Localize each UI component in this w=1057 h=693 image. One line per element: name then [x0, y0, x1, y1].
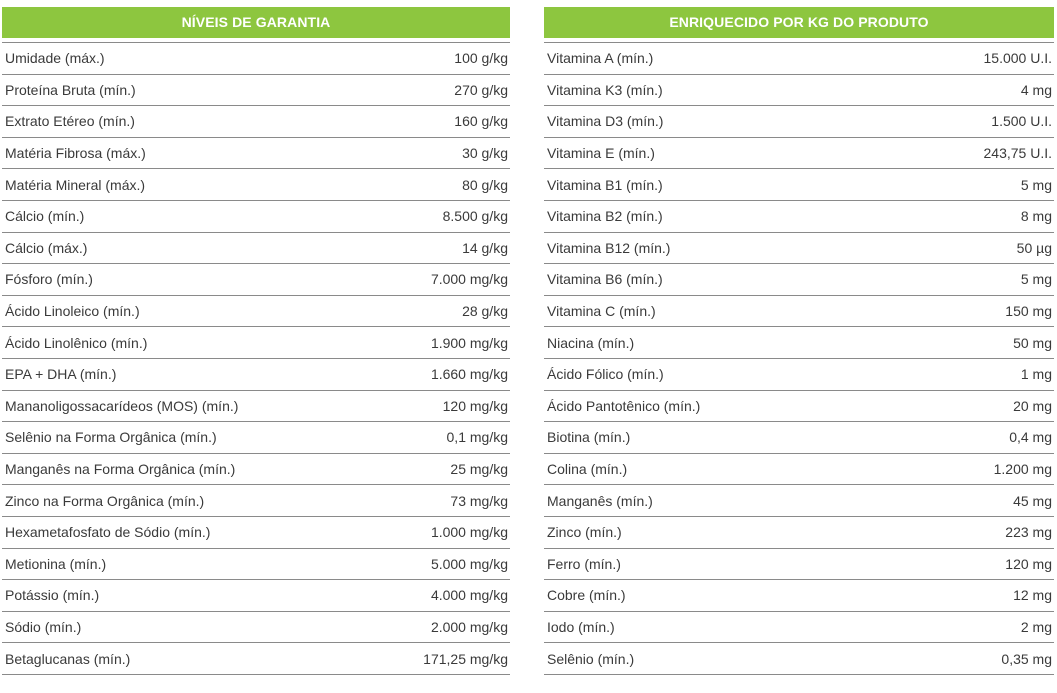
row-label: Potássio (mín.): [5, 587, 100, 604]
row-label: Ácido Pantotênico (mín.): [547, 397, 701, 414]
table-row: [2, 169, 510, 201]
table-row: [2, 612, 510, 644]
row-value: 20 mg: [1013, 397, 1052, 414]
row-label: Vitamina B2 (mín.): [547, 208, 663, 225]
table-row: [2, 517, 510, 549]
row-value: 1.000 mg/kg: [430, 524, 508, 541]
row-value: 50 mg: [1013, 334, 1052, 351]
table-row: [544, 643, 1054, 675]
guarantee-table: [2, 7, 510, 675]
row-value: 120 mg/kg: [442, 397, 508, 414]
table-row: [2, 201, 510, 233]
row-label: Selênio (mín.): [547, 650, 635, 667]
row-label: Vitamina B6 (mín.): [547, 271, 663, 288]
row-value: 171,25 mg/kg: [423, 650, 508, 667]
table-row: [544, 580, 1054, 612]
row-value: 160 g/kg: [454, 113, 508, 130]
table-row: [2, 485, 510, 517]
row-value: 15.000 U.I.: [983, 50, 1052, 67]
table-row: [544, 359, 1054, 391]
row-label: Matéria Fibrosa (máx.): [5, 145, 146, 162]
row-value: 7.000 mg/kg: [430, 271, 508, 288]
table-row: [2, 549, 510, 581]
table-row: [544, 296, 1054, 328]
row-value: 14 g/kg: [462, 239, 508, 256]
row-label: Cálcio (máx.): [5, 239, 88, 256]
table-row: [2, 106, 510, 138]
row-label: Iodo (mín.): [547, 618, 615, 635]
table-row: [544, 327, 1054, 359]
table-row: [2, 327, 510, 359]
row-label: Umidade (máx.): [5, 50, 105, 67]
row-label: Manganês (mín.): [547, 492, 653, 509]
table-row: [2, 580, 510, 612]
row-label: Vitamina B1 (mín.): [547, 176, 663, 193]
table-row: [544, 454, 1054, 486]
row-label: Matéria Mineral (máx.): [5, 176, 146, 193]
row-label: Vitamina B12 (mín.): [547, 239, 671, 256]
row-label: Zinco na Forma Orgânica (mín.): [5, 492, 205, 509]
row-label: Metionina (mín.): [5, 555, 107, 572]
row-label: Sódio (mín.): [5, 618, 82, 635]
row-value: 8.500 g/kg: [442, 208, 508, 225]
table-row: [544, 517, 1054, 549]
row-label: Fósforo (mín.): [5, 271, 93, 288]
row-label: Mananoligossacarídeos (MOS) (mín.): [5, 397, 239, 414]
row-label: Proteína Bruta (mín.): [5, 81, 136, 98]
row-label: Extrato Etéreo (mín.): [5, 113, 135, 130]
row-label: Betaglucanas (mín.): [5, 650, 131, 667]
enrichment-rows: [544, 42, 1054, 675]
table-row: [544, 233, 1054, 265]
row-label: Ácido Linoleico (mín.): [5, 303, 140, 320]
row-value: 270 g/kg: [454, 81, 508, 98]
table-row: [2, 264, 510, 296]
table-row: [2, 643, 510, 675]
row-label: Vitamina A (mín.): [547, 50, 654, 67]
row-value: 0,1 mg/kg: [446, 429, 508, 446]
row-label: Manganês na Forma Orgânica (mín.): [5, 461, 236, 478]
table-row: [544, 485, 1054, 517]
row-value: 1.200 mg: [993, 461, 1052, 478]
row-label: Ferro (mín.): [547, 555, 621, 572]
row-value: 2.000 mg/kg: [430, 618, 508, 635]
row-label: Vitamina C (mín.): [547, 303, 656, 320]
row-value: 120 mg: [1005, 555, 1052, 572]
row-value: 150 mg: [1005, 303, 1052, 320]
row-value: 73 mg/kg: [450, 492, 508, 509]
row-label: Vitamina K3 (mín.): [547, 81, 663, 98]
row-value: 25 mg/kg: [450, 461, 508, 478]
table-row: [2, 391, 510, 423]
row-value: 0,4 mg: [1009, 429, 1052, 446]
row-value: 80 g/kg: [462, 176, 508, 193]
enrichment-table-title: ENRIQUECIDO POR KG DO PRODUTO: [544, 7, 1054, 38]
guarantee-table-title: NÍVEIS DE GARANTIA: [2, 7, 510, 38]
table-row: [544, 201, 1054, 233]
row-value: 30 g/kg: [462, 145, 508, 162]
table-row: [2, 359, 510, 391]
row-value: 5 mg: [1020, 271, 1052, 288]
table-row: [544, 264, 1054, 296]
row-label: EPA + DHA (mín.): [5, 366, 117, 383]
row-label: Cobre (mín.): [547, 587, 626, 604]
table-row: [544, 75, 1054, 107]
row-value: 28 g/kg: [462, 303, 508, 320]
table-row: [544, 138, 1054, 170]
table-row: [544, 169, 1054, 201]
row-value: 1.900 mg/kg: [430, 334, 508, 351]
table-row: [2, 296, 510, 328]
row-value: 5.000 mg/kg: [430, 555, 508, 572]
row-value: 0,35 mg: [1001, 650, 1052, 667]
row-value: 50 µg: [1016, 239, 1052, 256]
row-label: Ácido Fólico (mín.): [547, 366, 664, 383]
row-label: Zinco (mín.): [547, 524, 622, 541]
row-label: Vitamina E (mín.): [547, 145, 655, 162]
row-value: 4 mg: [1020, 81, 1052, 98]
row-label: Colina (mín.): [547, 461, 628, 478]
table-row: [2, 138, 510, 170]
row-label: Hexametafosfato de Sódio (mín.): [5, 524, 211, 541]
table-row: [2, 422, 510, 454]
row-value: 1.660 mg/kg: [430, 366, 508, 383]
table-row: [544, 106, 1054, 138]
enrichment-table: [544, 7, 1054, 675]
table-row: [2, 233, 510, 265]
table-row: [544, 549, 1054, 581]
table-row: [2, 454, 510, 486]
table-row: [2, 43, 510, 75]
row-label: Ácido Linolênico (mín.): [5, 334, 148, 351]
table-row: [544, 422, 1054, 454]
row-value: 2 mg: [1020, 618, 1052, 635]
row-value: 243,75 U.I.: [983, 145, 1052, 162]
row-value: 12 mg: [1013, 587, 1052, 604]
row-value: 4.000 mg/kg: [430, 587, 508, 604]
row-label: Vitamina D3 (mín.): [547, 113, 664, 130]
table-row: [2, 75, 510, 107]
row-value: 1.500 U.I.: [991, 113, 1052, 130]
guarantee-rows: [2, 42, 510, 675]
row-value: 100 g/kg: [454, 50, 508, 67]
table-row: [544, 391, 1054, 423]
row-value: 223 mg: [1005, 524, 1052, 541]
row-value: 1 mg: [1020, 366, 1052, 383]
row-label: Selênio na Forma Orgânica (mín.): [5, 429, 217, 446]
row-label: Cálcio (mín.): [5, 208, 85, 225]
table-row: [544, 43, 1054, 75]
row-label: Biotina (mín.): [547, 429, 631, 446]
row-value: 45 mg: [1013, 492, 1052, 509]
row-label: Niacina (mín.): [547, 334, 635, 351]
row-value: 5 mg: [1020, 176, 1052, 193]
row-value: 8 mg: [1020, 208, 1052, 225]
table-row: [544, 612, 1054, 644]
